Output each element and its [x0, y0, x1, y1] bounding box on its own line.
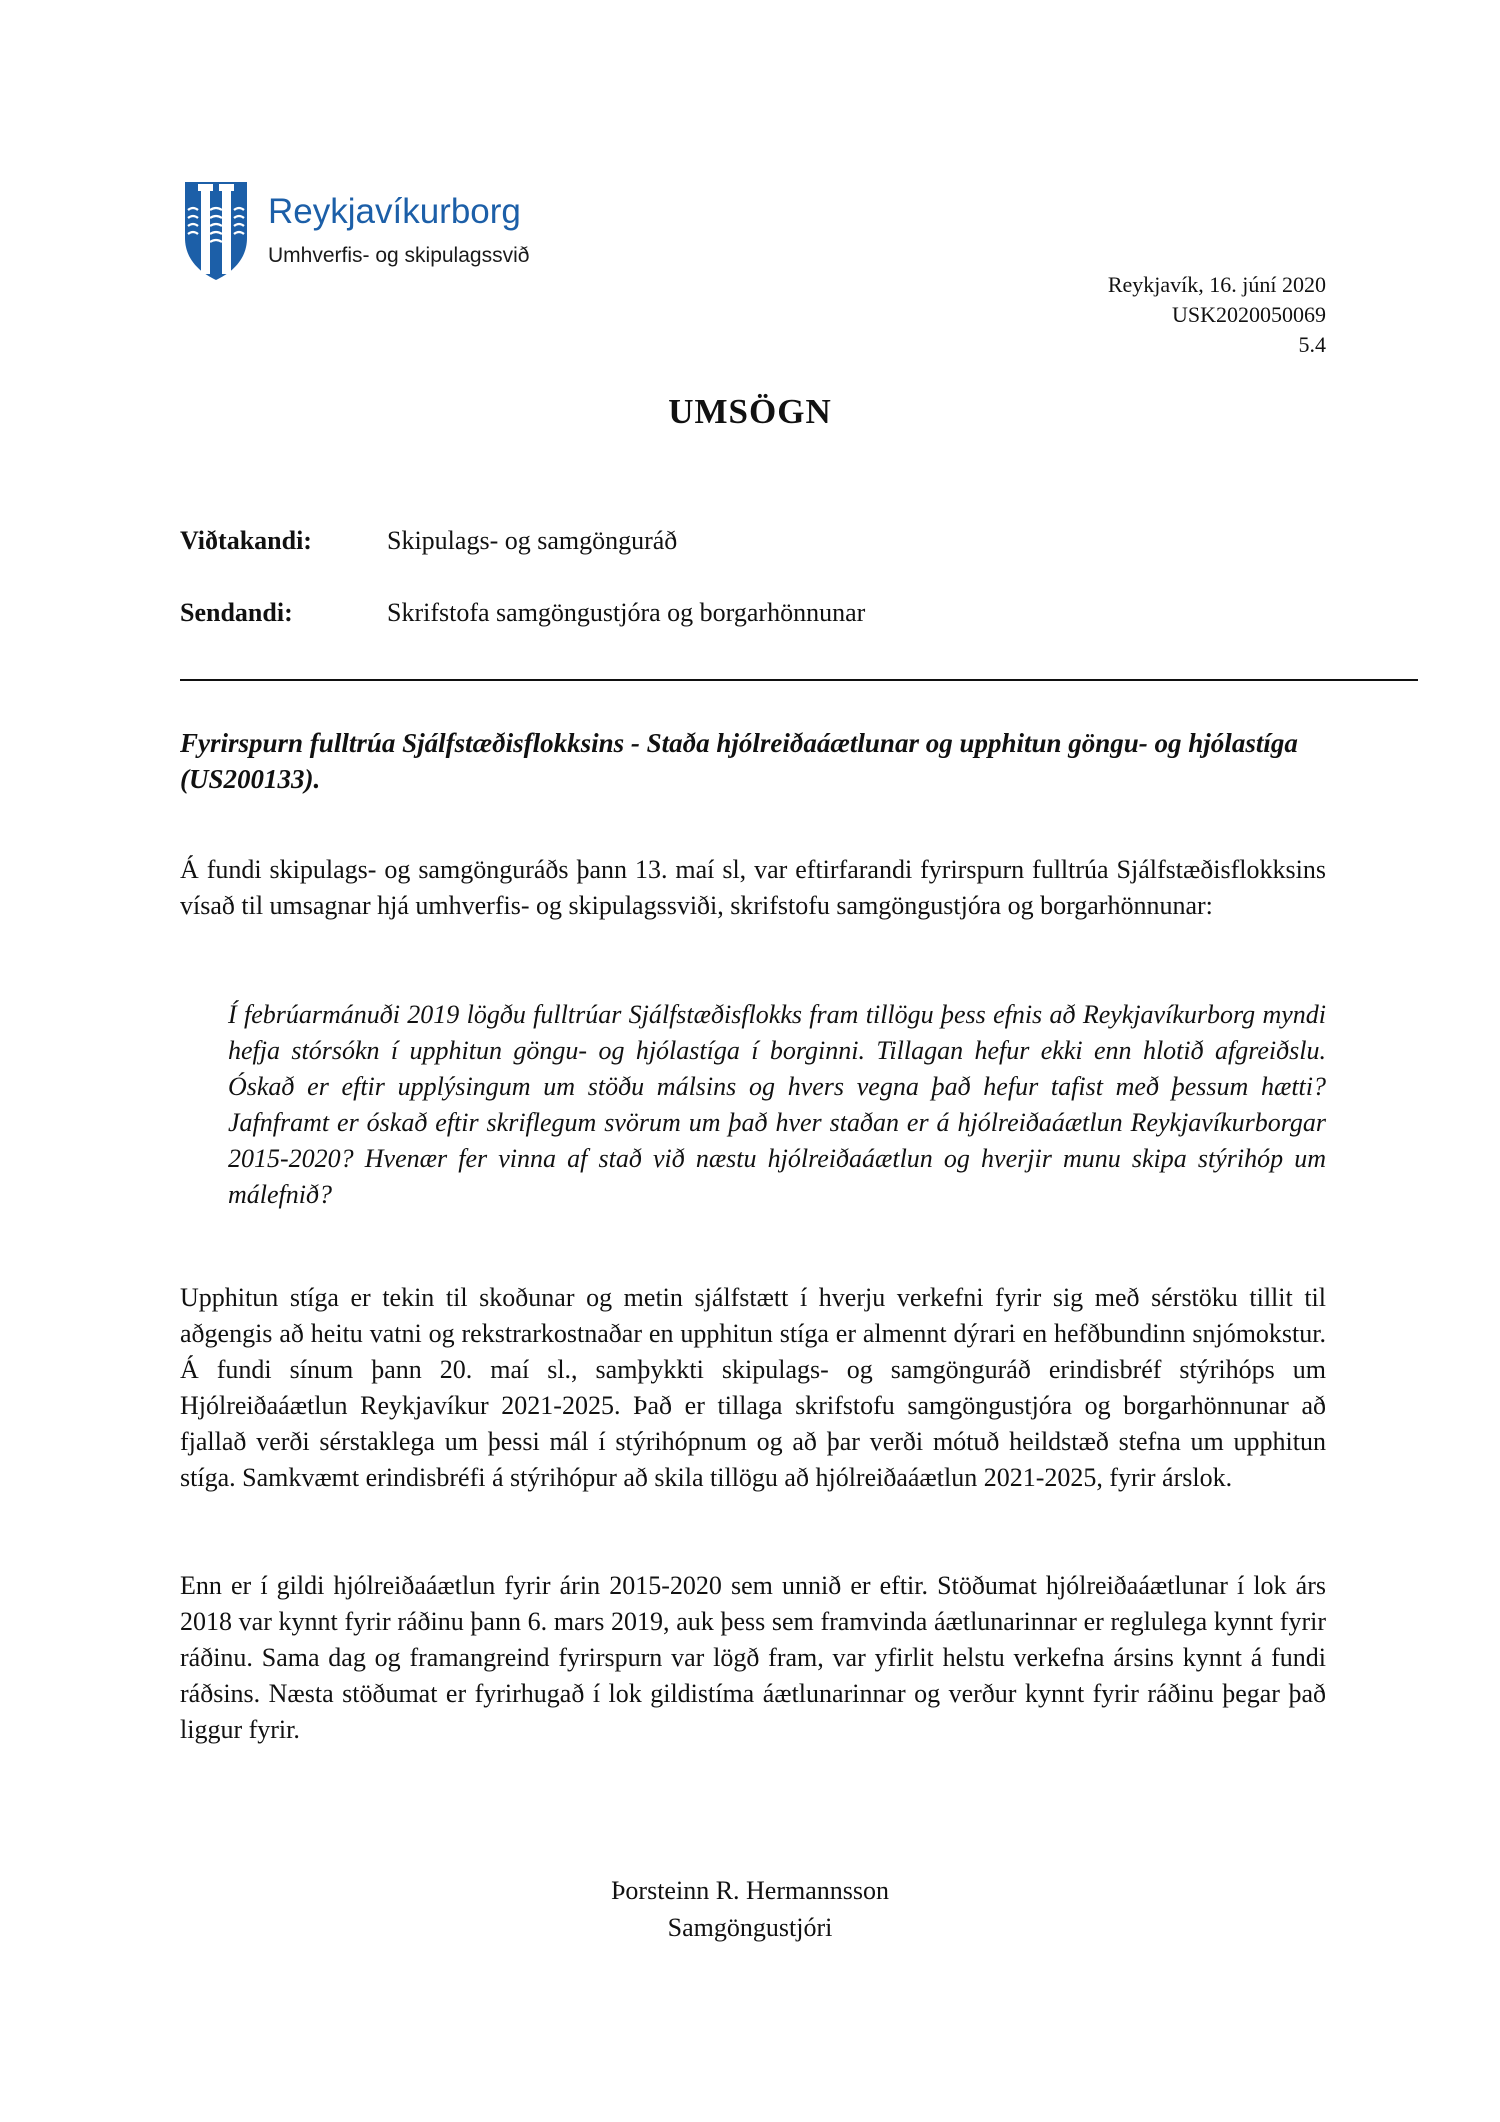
- signatory-name: Þorsteinn R. Hermannsson: [610, 1876, 890, 1905]
- document-title: UMSÖGN: [668, 392, 832, 431]
- sender-row: [180, 598, 865, 628]
- item-number: 5.4: [1298, 332, 1326, 357]
- place-date: Reykjavík, 16. júní 2020: [1107, 272, 1326, 297]
- reykjavik-coat-of-arms-icon: [183, 180, 249, 282]
- sender-label: Sendandi:: [180, 598, 293, 627]
- body-paragraph-2: Upphitun stíga er tekin til skoðunar og metin sjálfstætt í hverju verkefni fyrir sig með sérstöku tillit til aðgengis að heitu vatni og rekstrarkostnaðar en upphitun stíga er almennt dýrari en hefðbundinn snjómokstur. Á fundi sínum þann 20. maí sl., samþykkti skipulags- og samgönguráð erindisbréf stýrihóps um Hjólreiðaáætlun Reykjavíkur 2021-2025. Það er tillaga skrifstofu samgöngustjóra og borgarhönnunar að fjallað verði sérstaklega um þessi mál í stýrihópnum og að þar verði mótuð heildstæð stefna um upphitun stíga. Samkvæmt erindisbréfi á stýrihópur að skila tillögu að hjólreiðaáætlun 2021-2025, fyrir árslok.: [180, 1283, 1326, 1492]
- quoted-inquiry: Í febrúarmánuði 2019 lögðu fulltrúar Sjálfstæðisflokks fram tillögu þess efnis að Reykjavíkurborg myndi hefja stórsókn í upphitun göngu- og hjólastíga í borginni. Tillagan hefur ekki enn hlotið afgreiðslu. Óskað er eftir upplýsingum um stöðu málsins og hvers vegna það hefur tafist með þessum hætti? Jafnframt er óskað eftir skriflegum svörum um það hver staðan er á hjólreiðaáætlun Reykjavíkurborgar 2015-2020? Hvenær fer vinna af stað við næstu hjólreiðaáætlun og hverjir munu skipa stýrihóp um málefnið?: [228, 1000, 1326, 1209]
- recipient-label: Viðtakandi:: [180, 526, 312, 555]
- body-paragraph-1: Á fundi skipulags- og samgönguráðs þann 13. maí sl, var eftirfarandi fyrirspurn fulltrúa Sjálfstæðisflokksins vísað til umsagnar hjá umhverfis- og skipulagssviði, skrifstofu samgöngustjóra og borgarhönnunar:: [180, 855, 1326, 920]
- body-paragraph-3: Enn er í gildi hjólreiðaáætlun fyrir árin 2015-2020 sem unnið er eftir. Stöðumat hjólreiðaáætlunar í lok árs 2018 var kynnt fyrir ráðinu þann 6. mars 2019, auk þess sem framvinda áætlunarinnar er reglulega kynnt fyrir ráðinu. Sama dag og framangreind fyrirspurn var lögð fram, var yfirlit helstu verkefna ársins kynnt á fundi ráðsins. Næsta stöðumat er fyrirhugað í lok gildistíma áætlunarinnar og verður kynnt fyrir ráðinu þegar það liggur fyrir.: [180, 1571, 1326, 1744]
- department-name: Umhverfis- og skipulagssvið: [268, 244, 530, 267]
- organization-name: Reykjavíkurborg: [268, 192, 521, 231]
- recipient-row: [180, 526, 677, 556]
- sender-value: Skrifstofa samgöngustjóra og borgarhönnunar: [387, 598, 866, 627]
- signature-block: [0, 1872, 1500, 1946]
- signatory-role: Samgöngustjóri: [667, 1913, 833, 1942]
- subject-heading: Fyrirspurn fulltrúa Sjálfstæðisflokksins - Staða hjólreiðaáætlunar og upphitun göngu- og hjólastíga (US200133).: [180, 728, 1298, 794]
- recipient-value: Skipulags- og samgönguráð: [387, 526, 678, 555]
- divider: [180, 679, 1418, 681]
- document-meta: [1108, 270, 1326, 360]
- case-number: USK2020050069: [1171, 302, 1326, 327]
